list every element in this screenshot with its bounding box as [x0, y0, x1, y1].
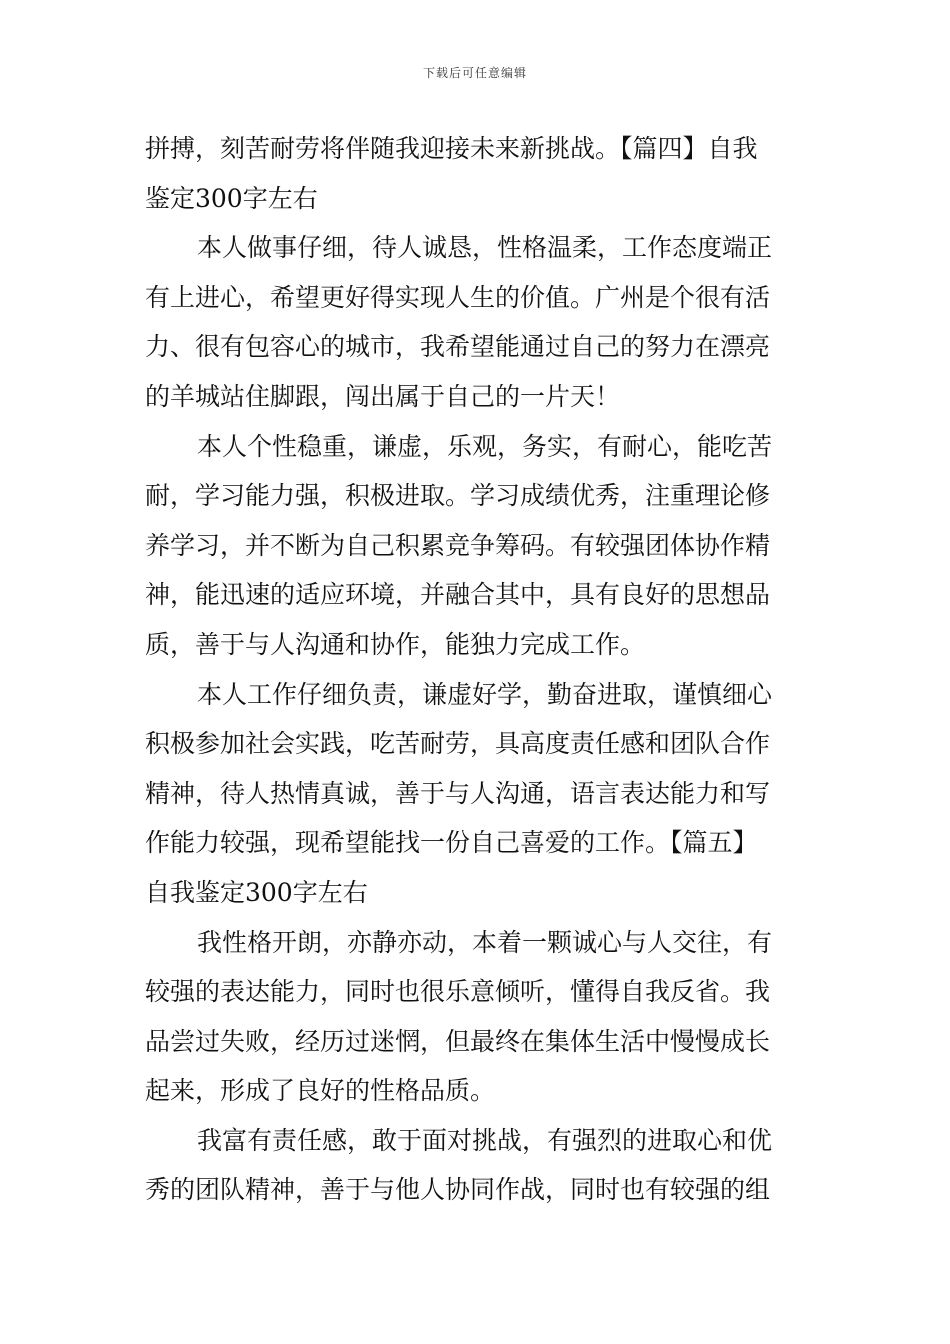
text-line: 我富有责任感，敢于面对挑战，有强烈的进取心和优 — [197, 1125, 773, 1155]
text-line: 有上进心，希望更好得实现人生的价值。广州是个很有活 — [145, 282, 771, 312]
text-line: 鉴定300字左右 — [145, 183, 318, 213]
text-line: 质，善于与人沟通和协作，能独力完成工作。 — [145, 629, 646, 659]
text-line: 神，能迅速的适应环境，并融合其中，具有良好的思想品 — [145, 580, 771, 610]
text-line: 我性格开朗，亦静亦动，本着一颗诚心与人交往，有 — [197, 927, 773, 957]
text-line: 精神，待人热情真诚，善于与人沟通，语言表达能力和写 — [145, 778, 771, 808]
text-line: 力、很有包容心的城市，我希望能通过自己的努力在漂亮 — [145, 332, 771, 362]
text-line: 起来，形成了良好的性格品质。 — [145, 1076, 496, 1106]
text-line: 自我鉴定300字左右 — [145, 877, 368, 907]
text-line: 拼搏，刻苦耐劳将伴随我迎接未来新挑战。【篇四】自我 — [145, 134, 758, 163]
text-line: 品尝过失败，经历过迷惘，但最终在集体生活中慢慢成长 — [145, 1026, 771, 1056]
text-line: 本人做事仔细，待人诚恳，性格温柔，工作态度端正 — [197, 233, 773, 263]
text-line: 秀的团队精神，善于与他人协同作战，同时也有较强的组 — [145, 1175, 771, 1205]
text-line: 作能力较强，现希望能找一份自己喜爱的工作。【篇五】 — [145, 828, 758, 858]
document-body — [145, 124, 805, 1215]
text-line: 积极参加社会实践，吃苦耐劳，具高度责任感和团队合作 — [145, 729, 771, 759]
text-line: 较强的表达能力，同时也很乐意倾听，懂得自我反省。我 — [145, 977, 771, 1007]
text-line: 本人个性稳重，谦虚，乐观，务实，有耐心，能吃苦 — [197, 431, 773, 461]
text-line: 耐，学习能力强，积极进取。学习成绩优秀，注重理论修 — [145, 481, 771, 511]
text-line: 养学习，并不断为自己积累竞争筹码。有较强团体协作精 — [145, 530, 771, 560]
text-line: 的羊城站住脚跟，闯出属于自己的一片天！ — [145, 381, 621, 411]
page-header: 下载后可任意编辑 — [422, 66, 527, 80]
text-line: 本人工作仔细负责，谦虚好学，勤奋进取，谨慎细心 — [197, 679, 773, 709]
